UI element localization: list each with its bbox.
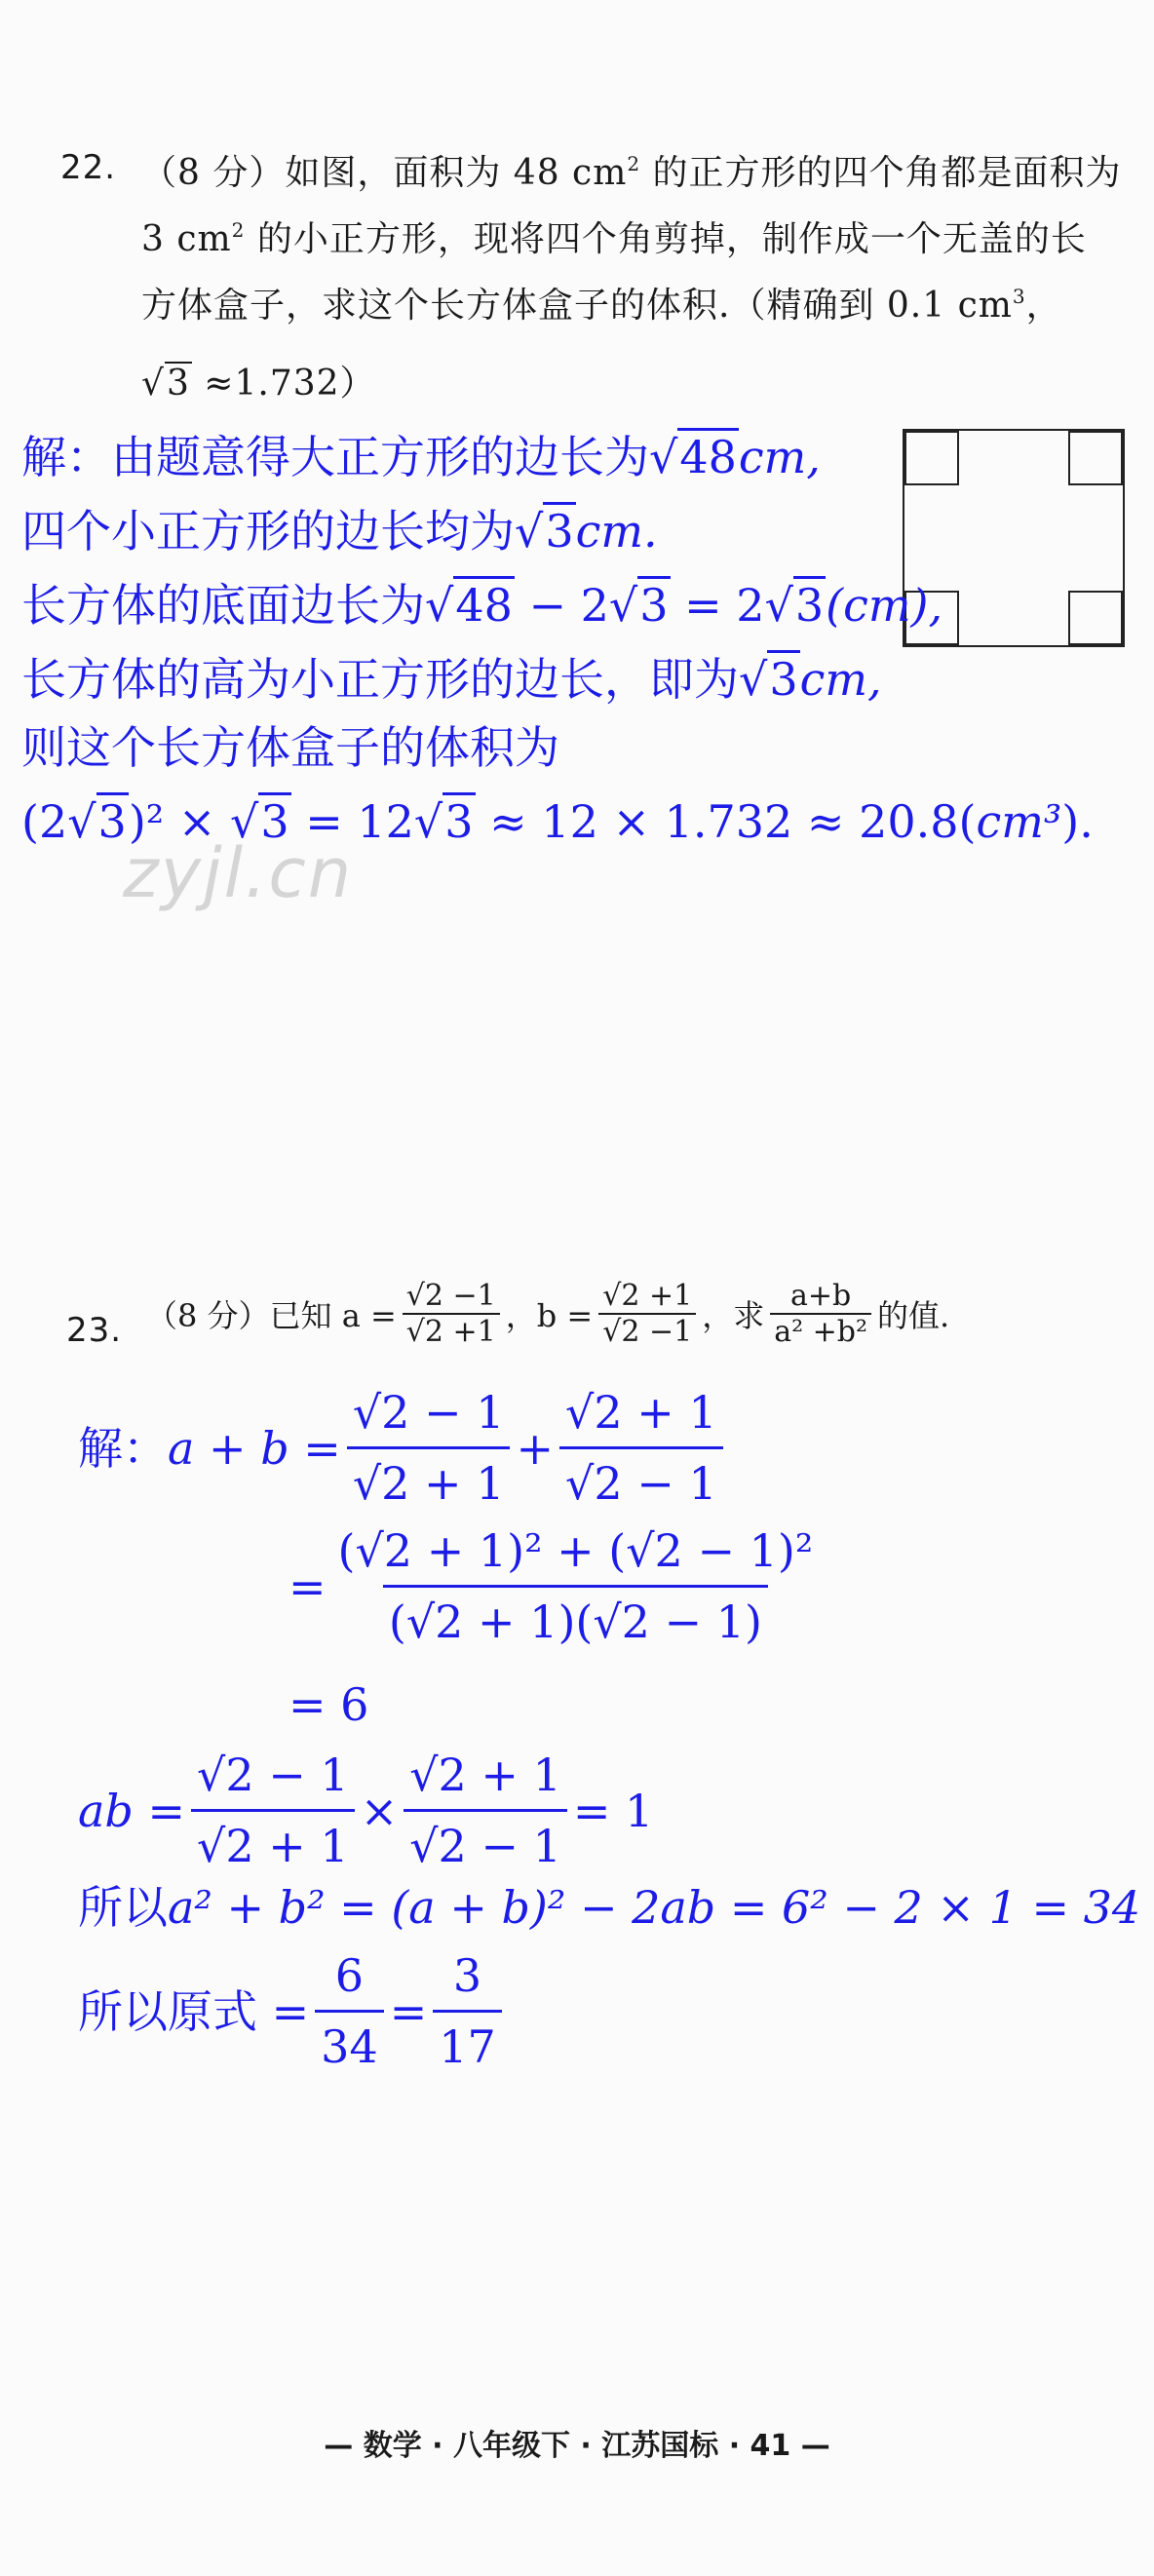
fraction: $\frac{√2 + 1}{√2 - 1}$ [404,1745,567,1876]
problem-number: 22. [60,148,117,187]
problem-text-line: 3 $cm^2$ 的小正方形，现将四个角剪掉，制作成一个无盖的长 [141,218,1087,259]
fraction: $\frac{√2 +1}{√2 -1}$ [598,1279,696,1349]
problem-text-line: √3 ≈1.732） [141,364,376,404]
solution-line: 所以a² + b² = (a + b)² − 2ab = 6² − 2 × 1 = 34 [78,1881,1141,1934]
problem-text-line: （8 分）如图，面积为 48 $cm^2$ 的正方形的四个角都是面积为 [141,152,1122,193]
fraction: $\frac{√2 - 1}{√2 + 1}$ [191,1745,355,1876]
fraction: $\frac{3}{17}$ [433,1945,502,2077]
fraction: $\frac{√2 -1}{√2 +1}$ [403,1279,500,1349]
corner-square [1068,591,1123,645]
watermark: zyjl.cn [123,833,354,913]
solution-line: = 6 [288,1678,369,1731]
page-footer: — 数学 · 八年级下 · 江苏国标 · 41 — [324,2429,830,2463]
solution-line: 解： a + b = $\frac{√2 - 1}{√2 + 1}$ + $\frac{√2 + 1}{√2 - 1}$ [78,1382,729,1514]
solution-line: 则这个长方体盒子的体积为 [21,721,559,774]
solution-line: 长方体的高为小正方形的边长，即为√3cm, [21,649,882,710]
solution-line: (2√3)² × √3 = 12√3 ≈ 12 × 1.732 ≈ 20.8(cm³). [21,791,1094,852]
solution-line: ab = $\frac{√2 - 1}{√2 + 1}$ × $\frac{√2 + 1}{√2 - 1}$ = 1 [78,1745,653,1876]
corner-square [904,431,959,485]
solution-line: 所以原式 = $\frac{6}{34}$ = $\frac{3}{17}$ [78,1945,508,2077]
problem-text-line: （8 分）已知 a = $\frac{√2 -1}{√2 +1}$ ，b = $\frac{√2 +1}{√2 -1}$ ，求 $\frac{a+b}{\text{a² +b²}}$ 的值. [146,1279,950,1349]
solution-line: 四个小正方形的边长均为√3cm. [21,501,658,561]
fraction: $\frac{6}{34}$ [315,1945,384,2077]
fraction: $\frac{√2 - 1}{√2 + 1}$ [347,1382,511,1514]
solution-line: 解：由题意得大正方形的边长为√48cm, [21,427,821,487]
problem-text-line: 方体盒子，求这个长方体盒子的体积.（精确到 0.1 $cm^3$， [141,285,1062,326]
solution-line: = $\frac{\text{(√2 + 1)² + (√2 − 1)²}}{(√2 + 1)(√2 - 1)}$ [288,1520,825,1652]
solution-line: 长方体的底面边长为√48 − 2√3 = 2√3(cm), [21,575,942,635]
fraction: $\frac{\text{(√2 + 1)² + (√2 − 1)²}}{(√2 + 1)(√2 - 1)}$ [332,1520,820,1652]
problem-number: 23. [66,1311,123,1350]
corner-square [1068,431,1123,485]
fraction: $\frac{a+b}{\text{a² +b²}}$ [770,1279,871,1349]
fraction: $\frac{√2 + 1}{√2 - 1}$ [559,1382,723,1514]
